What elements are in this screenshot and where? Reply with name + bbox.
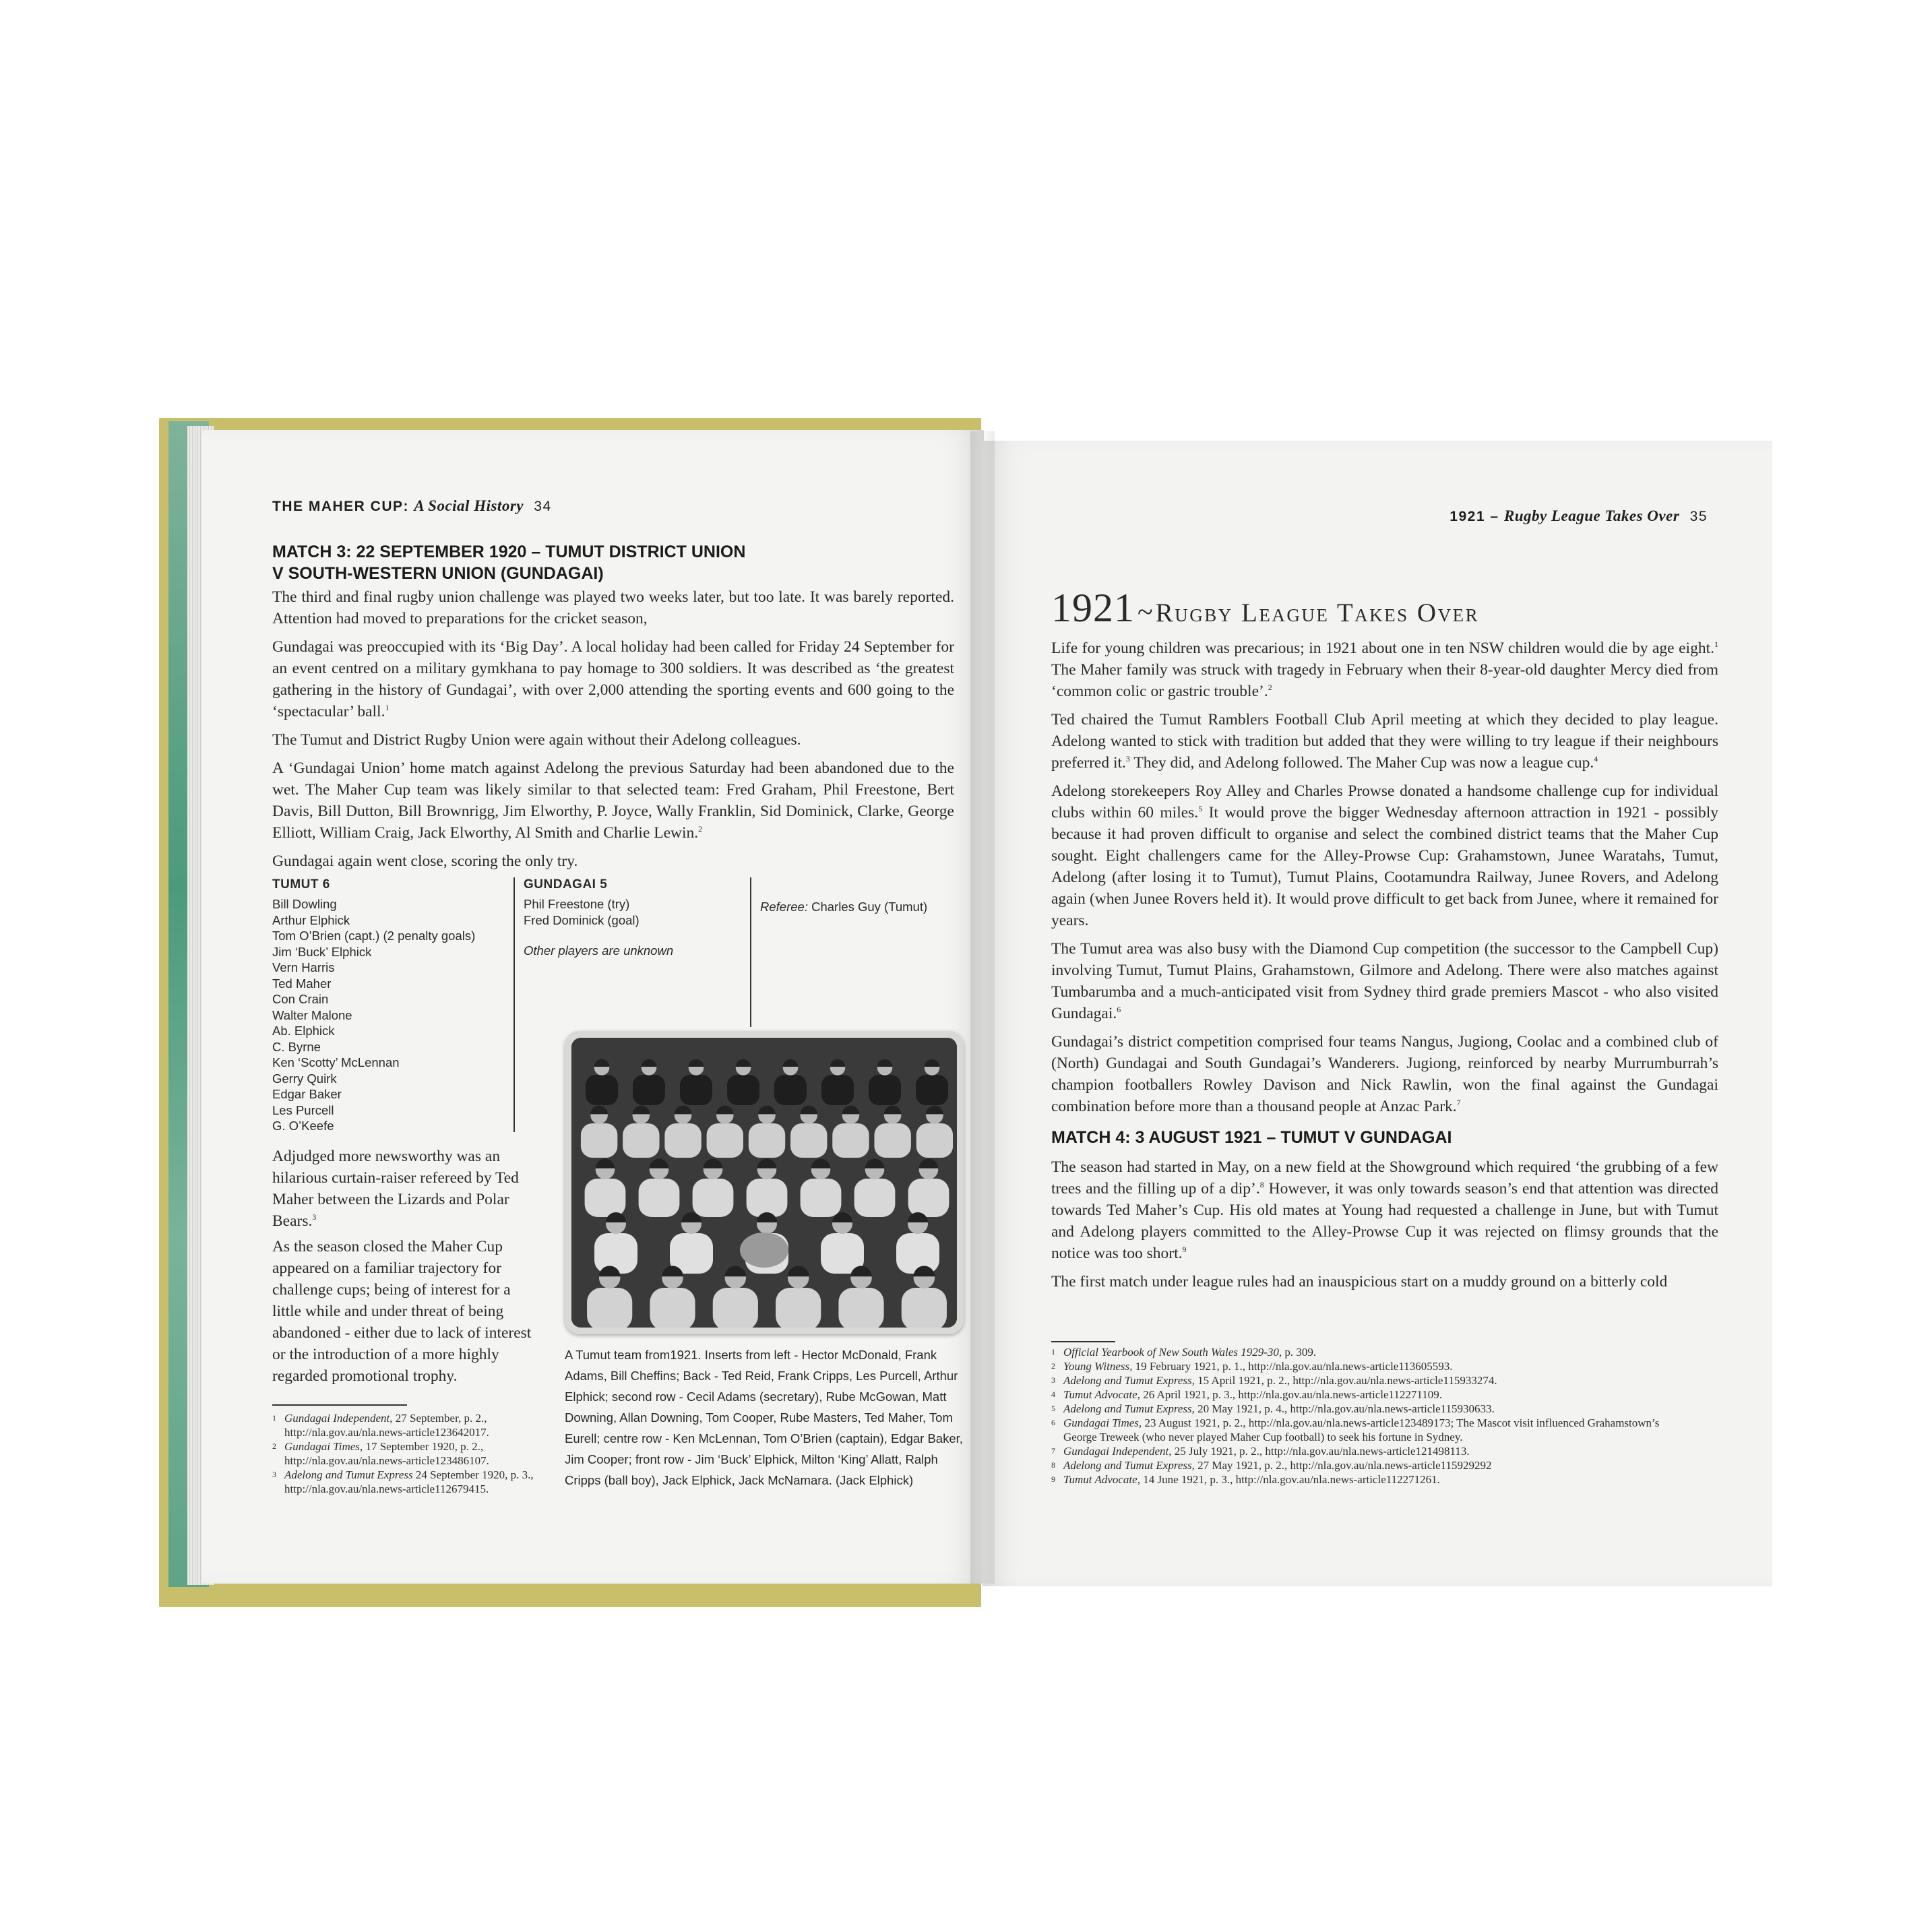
footnote-number: 7: [1051, 1446, 1055, 1456]
tumut-player: Ted Maher: [272, 976, 332, 991]
tumut-player: Tom O’Brien (capt.) (2 penalty goals): [272, 929, 476, 943]
right-page-number: 35: [1689, 509, 1708, 524]
chapter-title: [1051, 585, 1479, 631]
footnote-text: Adelong and Tumut Express 24 September 1920, p. 3., http://nla.gov.au/nla.news-article112679415.: [284, 1468, 534, 1495]
tumut-player: Ab. Elphick: [272, 1024, 335, 1038]
referee: [760, 899, 962, 915]
left-footnote-rule: [272, 1404, 407, 1406]
match4-heading: MATCH 4: 3 AUGUST 1921 – TUMUT V GUNDAGAI: [1051, 1128, 1452, 1147]
footnote-number: 3: [1051, 1375, 1055, 1385]
photo-figure-body: [594, 1233, 637, 1274]
photo-figure-body: [633, 1075, 665, 1105]
left-para5: Gundagai again went close, scoring the only try.: [272, 852, 578, 870]
footnote-text: Adelong and Tumut Express, 15 April 1921, p. 2., http://nla.gov.au/nla.news-article115933274.: [1063, 1374, 1497, 1387]
footnote-text: Adelong and Tumut Express, 20 May 1921, p. 4., http://nla.gov.au/nla.news-article115930633.: [1063, 1402, 1495, 1415]
running-head-title: THE MAHER CUP:: [272, 499, 409, 514]
left-para3: The Tumut and District Rugby Union were again without their Adelong colleagues.: [272, 731, 801, 749]
footnote-text: Gundagai Independent, 25 July 1921, p. 2., http://nla.gov.au/nla.news-article121498113.: [1063, 1445, 1470, 1458]
photo-figure-body: [832, 1123, 869, 1158]
right-footnote: [1051, 1444, 1671, 1458]
left-footnote: [272, 1439, 542, 1468]
tumut-player: G. O’Keefe: [272, 1119, 334, 1133]
footnote-text: Gundagai Independent, 27 September, p. 2., http://nla.gov.au/nla.news-article123642017.: [284, 1412, 489, 1439]
photo-figure-body: [874, 1123, 910, 1158]
photo-figure-body: [908, 1179, 949, 1217]
left-footnote: [272, 1468, 542, 1496]
left-para6: Adjudged more newsworthy was an hilarious curtain-raiser refereed by Ted Maher between the Lizards and Polar Bears.$^3$: [272, 1148, 519, 1230]
chapter-title-text: Rugby League Takes Over: [1155, 598, 1480, 627]
photo-figure-body: [916, 1075, 948, 1105]
photo-trophy: [740, 1233, 788, 1268]
match3-heading-line2: V SOUTH-WESTERN UNION (GUNDAGAI): [272, 564, 604, 583]
running-head-right-subtitle: Rugby League Takes Over: [1503, 507, 1680, 524]
right-para7: The first match under league rules had an inauspicious start on a muddy ground on a bitterly cold: [1051, 1273, 1668, 1290]
running-head-subtitle: A Social History: [414, 497, 524, 514]
footnote-text: Adelong and Tumut Express, 27 May 1921, p. 2., http://nla.gov.au/nla.news-article115929292: [1063, 1459, 1492, 1472]
footnote-text: Official Yearbook of New South Wales 1929-30, p. 309.: [1063, 1346, 1317, 1359]
gundagai-player: Fred Dominick (goal): [524, 912, 640, 927]
footnote-number: 4: [1051, 1390, 1055, 1399]
footnote-number: 3: [272, 1470, 276, 1479]
photo-figure-body: [707, 1123, 743, 1158]
referee-label: Referee:: [760, 900, 808, 914]
tumut-player: Arthur Elphick: [272, 912, 350, 927]
tumut-player: Con Crain: [272, 992, 329, 1006]
photo-figure-body: [713, 1288, 758, 1328]
tumut-player: Jim ‘Buck’ Elphick: [272, 944, 372, 959]
tumut-player: Gerry Quirk: [272, 1071, 337, 1086]
photo-figure-body: [774, 1075, 807, 1105]
photo-figure-body: [902, 1288, 947, 1328]
book-gutter: [970, 431, 995, 1584]
footnote-number: 8: [1051, 1460, 1055, 1470]
tumut-player: Walter Malone: [272, 1007, 352, 1022]
right-footnote: [1051, 1472, 1671, 1487]
photo-figure-body: [680, 1075, 712, 1105]
photo-figure-body: [581, 1123, 617, 1158]
referee-name: Charles Guy (Tumut): [811, 900, 928, 914]
right-para3: Adelong storekeepers Roy Alley and Charles Prowse donated a handsome challenge cup for individual clubs within 60 miles.$^5$ It would prove the bigger Wednesday afternoon attraction in 1921 - possibly because it had proven difficult to organise and select the combined district teams that the Maher Cup sought. Eight challengers came for the Alley-Prowse Cup: Grahamstown, Junee Waratahs, Tumut, Adelong (after losing it to Tumut), Tumut Plains, Cootamundra Railway, Junee Rovers, and Adelong again (when Junee Rovers held it). It would prove difficult to get back from Junee, where it remained for years.: [1051, 782, 1719, 929]
footnote-text: Gundagai Times, 23 August 1921, p. 2., http://nla.gov.au/nla.news-article123489173; The Mascot visit influenced Grahamstown’s George Treweek (who never played Maher Cup football) to seek his fortune in Sydney.: [1063, 1416, 1660, 1443]
right-footnote: [1051, 1345, 1671, 1359]
team-divider-2: [750, 877, 751, 1027]
footnote-number: 2: [272, 1441, 276, 1451]
right-footnote: [1051, 1416, 1671, 1444]
right-footnote: [1051, 1388, 1671, 1402]
right-footnote: [1051, 1373, 1671, 1388]
team-photo-image: [571, 1038, 957, 1328]
left-body-bottom: [272, 1146, 540, 1391]
tumut-player: Les Purcell: [272, 1102, 334, 1117]
tumut-player: Ken ‘Scotty’ McLennan: [272, 1055, 400, 1069]
gundagai-note: Other players are unknown: [524, 943, 674, 958]
left-para7: As the season closed the Maher Cup appeared on a familiar trajectory for challenge cups; being of interest for a little while and under threat of being abandoned - either due to lack of interest or the introduction of a more highly regarded promotional trophy.: [272, 1238, 532, 1385]
gundagai-player: Phil Freestone (try): [524, 897, 630, 911]
tumut-player: C. Byrne: [272, 1039, 321, 1054]
left-para4: A ‘Gundagai Union’ home match against Adelong the previous Saturday had been abandoned due to the wet. The Maher Cup team was likely similar to that selected team: Fred Graham, Phil Freestone, Bert Davis, Bill Dutton, Bill Brownrigg, Jim Elworthy, P. Joyce, Wally Franklin, Sid Dominick, Clarke, George Elliott, William Craig, Jack Elworthy, Al Smith and Charlie Lewin.$^2$: [272, 759, 954, 842]
right-footnote: [1051, 1359, 1671, 1373]
right-para1: Life for young children was precarious; in 1921 about one in ten NSW children would die by age eight.$^1$ The Maher family was struck with tragedy in February when their 8-year-old daughter Mercy died from ‘common colic or gastric trouble’.$^2$: [1051, 640, 1718, 700]
footnote-text: Tumut Advocate, 14 June 1921, p. 3., http://nla.gov.au/nla.news-article112271261.: [1063, 1473, 1440, 1486]
photo-figure-body: [639, 1179, 680, 1217]
photo-figure-body: [586, 1075, 618, 1105]
footnote-text: Young Witness, 19 February 1921, p. 1., http://nla.gov.au/nla.news-article113605593.: [1063, 1360, 1453, 1373]
tumut-players: [272, 896, 515, 1134]
photo-figure-body: [896, 1233, 939, 1274]
team-divider-1: [513, 877, 515, 1132]
footnote-number: 1: [1051, 1347, 1055, 1357]
right-footnote-rule: [1051, 1341, 1115, 1342]
photo-figure-body: [838, 1288, 883, 1328]
photo-figure-body: [776, 1288, 821, 1328]
left-page-number: 34: [534, 499, 552, 514]
photo-figure-body: [623, 1123, 659, 1158]
tumut-player: Bill Dowling: [272, 897, 337, 911]
right-running-head: [1450, 507, 1708, 525]
right-para5: Gundagai’s district competition comprised four teams Nangus, Jugiong, Coolac and a combined club of (North) Gundagai and South Gundagai’s Wanderers. Jugiong, reinforced by nearby Murrumburrah’s champion footballers Rowley Davison and Nick Rawlin, won the final against the Gundagai combination before more than a thousand people at Anzac Park.$^7$: [1051, 1033, 1718, 1115]
right-para2: Ted chaired the Tumut Ramblers Football Club April meeting at which they decided to play league. Adelong wanted to stick with tradition but added that they were willing to try league if their neighbours preferred it.$^3$ They did, and Adelong followed. The Maher Cup was now a league cup.$^4$: [1051, 711, 1718, 772]
footnote-number: 6: [1051, 1418, 1055, 1427]
photo-figure-body: [747, 1179, 788, 1217]
footnote-text: Tumut Advocate, 26 April 1921, p. 3., http://nla.gov.au/nla.news-article112271109.: [1063, 1388, 1443, 1401]
photo-figure-body: [801, 1179, 842, 1217]
photo-figure-body: [854, 1179, 896, 1217]
right-footnotes: [1051, 1345, 1671, 1487]
photo-figure-body: [727, 1075, 759, 1105]
footnote-number: 2: [1051, 1361, 1055, 1371]
footnote-text: Gundagai Times, 17 September 1920, p. 2., http://nla.gov.au/nla.news-article123486107.: [284, 1440, 489, 1467]
tumut-player: Vern Harris: [272, 960, 335, 974]
gundagai-players: [524, 896, 746, 928]
photo-figure-body: [664, 1123, 701, 1158]
right-body: [1051, 637, 1718, 1299]
right-footnote: [1051, 1402, 1671, 1416]
match3-heading-line1: MATCH 3: 22 SEPTEMBER 1920 – TUMUT DISTRICT UNION: [272, 542, 746, 561]
right-footnote: [1051, 1458, 1671, 1472]
photo-figure-body: [693, 1179, 734, 1217]
left-para1: The third and final rugby union challenge was played two weeks later, but too late. It was barely reported. Attention had moved to preparations for the cricket season,: [272, 588, 954, 627]
photo-figure-body: [821, 1075, 854, 1105]
left-footnote: [272, 1411, 542, 1439]
team-photo-illustration: [571, 1038, 957, 1328]
photo-figure-body: [790, 1123, 827, 1158]
team-photo: [565, 1031, 964, 1334]
photo-figure-body: [749, 1123, 785, 1158]
tumut-player: Edgar Baker: [272, 1087, 342, 1101]
photo-caption: A Tumut team from1921. Inserts from left - Hector McDonald, Frank Adams, Bill Cheffins; Back - Ted Reid, Frank Cripps, Les Purcell, Arthur Elphick; second row - Cecil Adams (secretary), Rube McGowan, Matt Downing, Allan Downing, Tom Cooper, Rube Masters, Ted Maher, Tom Eurell; centre row - Ken McLennan, Tom O’Brien (captain), Edgar Baker, Jim Cooper; front row - Jim ‘Buck’ Elphick, Milton ‘King’ Allatt, Ralph Cripps (ball boy), Jack Elphick, Jack McNamara. (Jack Elphick): [565, 1348, 963, 1487]
running-head-year: 1921 –: [1450, 509, 1499, 524]
gundagai-heading: GUNDAGAI 5: [524, 877, 608, 892]
left-para2: Gundagai was preoccupied with its ‘Big Day’. A local holiday had been called for Friday 24 September for an event centred on a military gymkhana to pay homage to 300 soldiers. It was described as ‘the greatest gathering in the history of Gundagai’, with over 2,000 attending the sporting events and 600 going to the ‘spectacular’ ball.$^1$: [272, 638, 954, 720]
left-body-top: [272, 586, 954, 879]
right-para6: The season had started in May, on a new field at the Showground which required ‘the grubbing of a few trees and the filling up of a dip’.$^8$ However, it was only towards season’s end that attention was directed towards Ted Maher’s Cup. His old mates at Young had requested a challenge in June, but with Tumut and Adelong players committed to the Alley-Prowse Cup it was rejected on flimsy grounds that the notice was too short.$^9$: [1051, 1158, 1719, 1262]
footnote-number: 9: [1051, 1474, 1055, 1484]
footnote-number: 1: [272, 1413, 276, 1423]
chapter-tilde: ~: [1138, 597, 1153, 628]
left-footnotes: [272, 1411, 542, 1496]
photo-figure-body: [916, 1123, 953, 1158]
photo-figure-body: [587, 1288, 632, 1328]
gundagai-team-list: [524, 877, 746, 959]
chapter-year: 1921: [1051, 586, 1135, 630]
photo-figure-body: [650, 1288, 695, 1328]
match3-heading: [272, 541, 953, 584]
tumut-heading: TUMUT 6: [272, 877, 330, 892]
right-para4: The Tumut area was also busy with the Diamond Cup competition (the successor to the Campbell Cup) involving Tumut, Tumut Plains, Grahamstown, Gilmore and Adelong. There were also matches against Tumbarumba and a much-anticipated visit from Sydney third grade premiers Mascot - who also visited Gundagai.$^6$: [1051, 940, 1718, 1022]
photo-figure-body: [585, 1179, 626, 1217]
footnote-number: 5: [1051, 1404, 1055, 1413]
tumut-team-list: [272, 877, 515, 1134]
left-running-head: [272, 497, 552, 515]
photo-figure-body: [869, 1075, 901, 1105]
